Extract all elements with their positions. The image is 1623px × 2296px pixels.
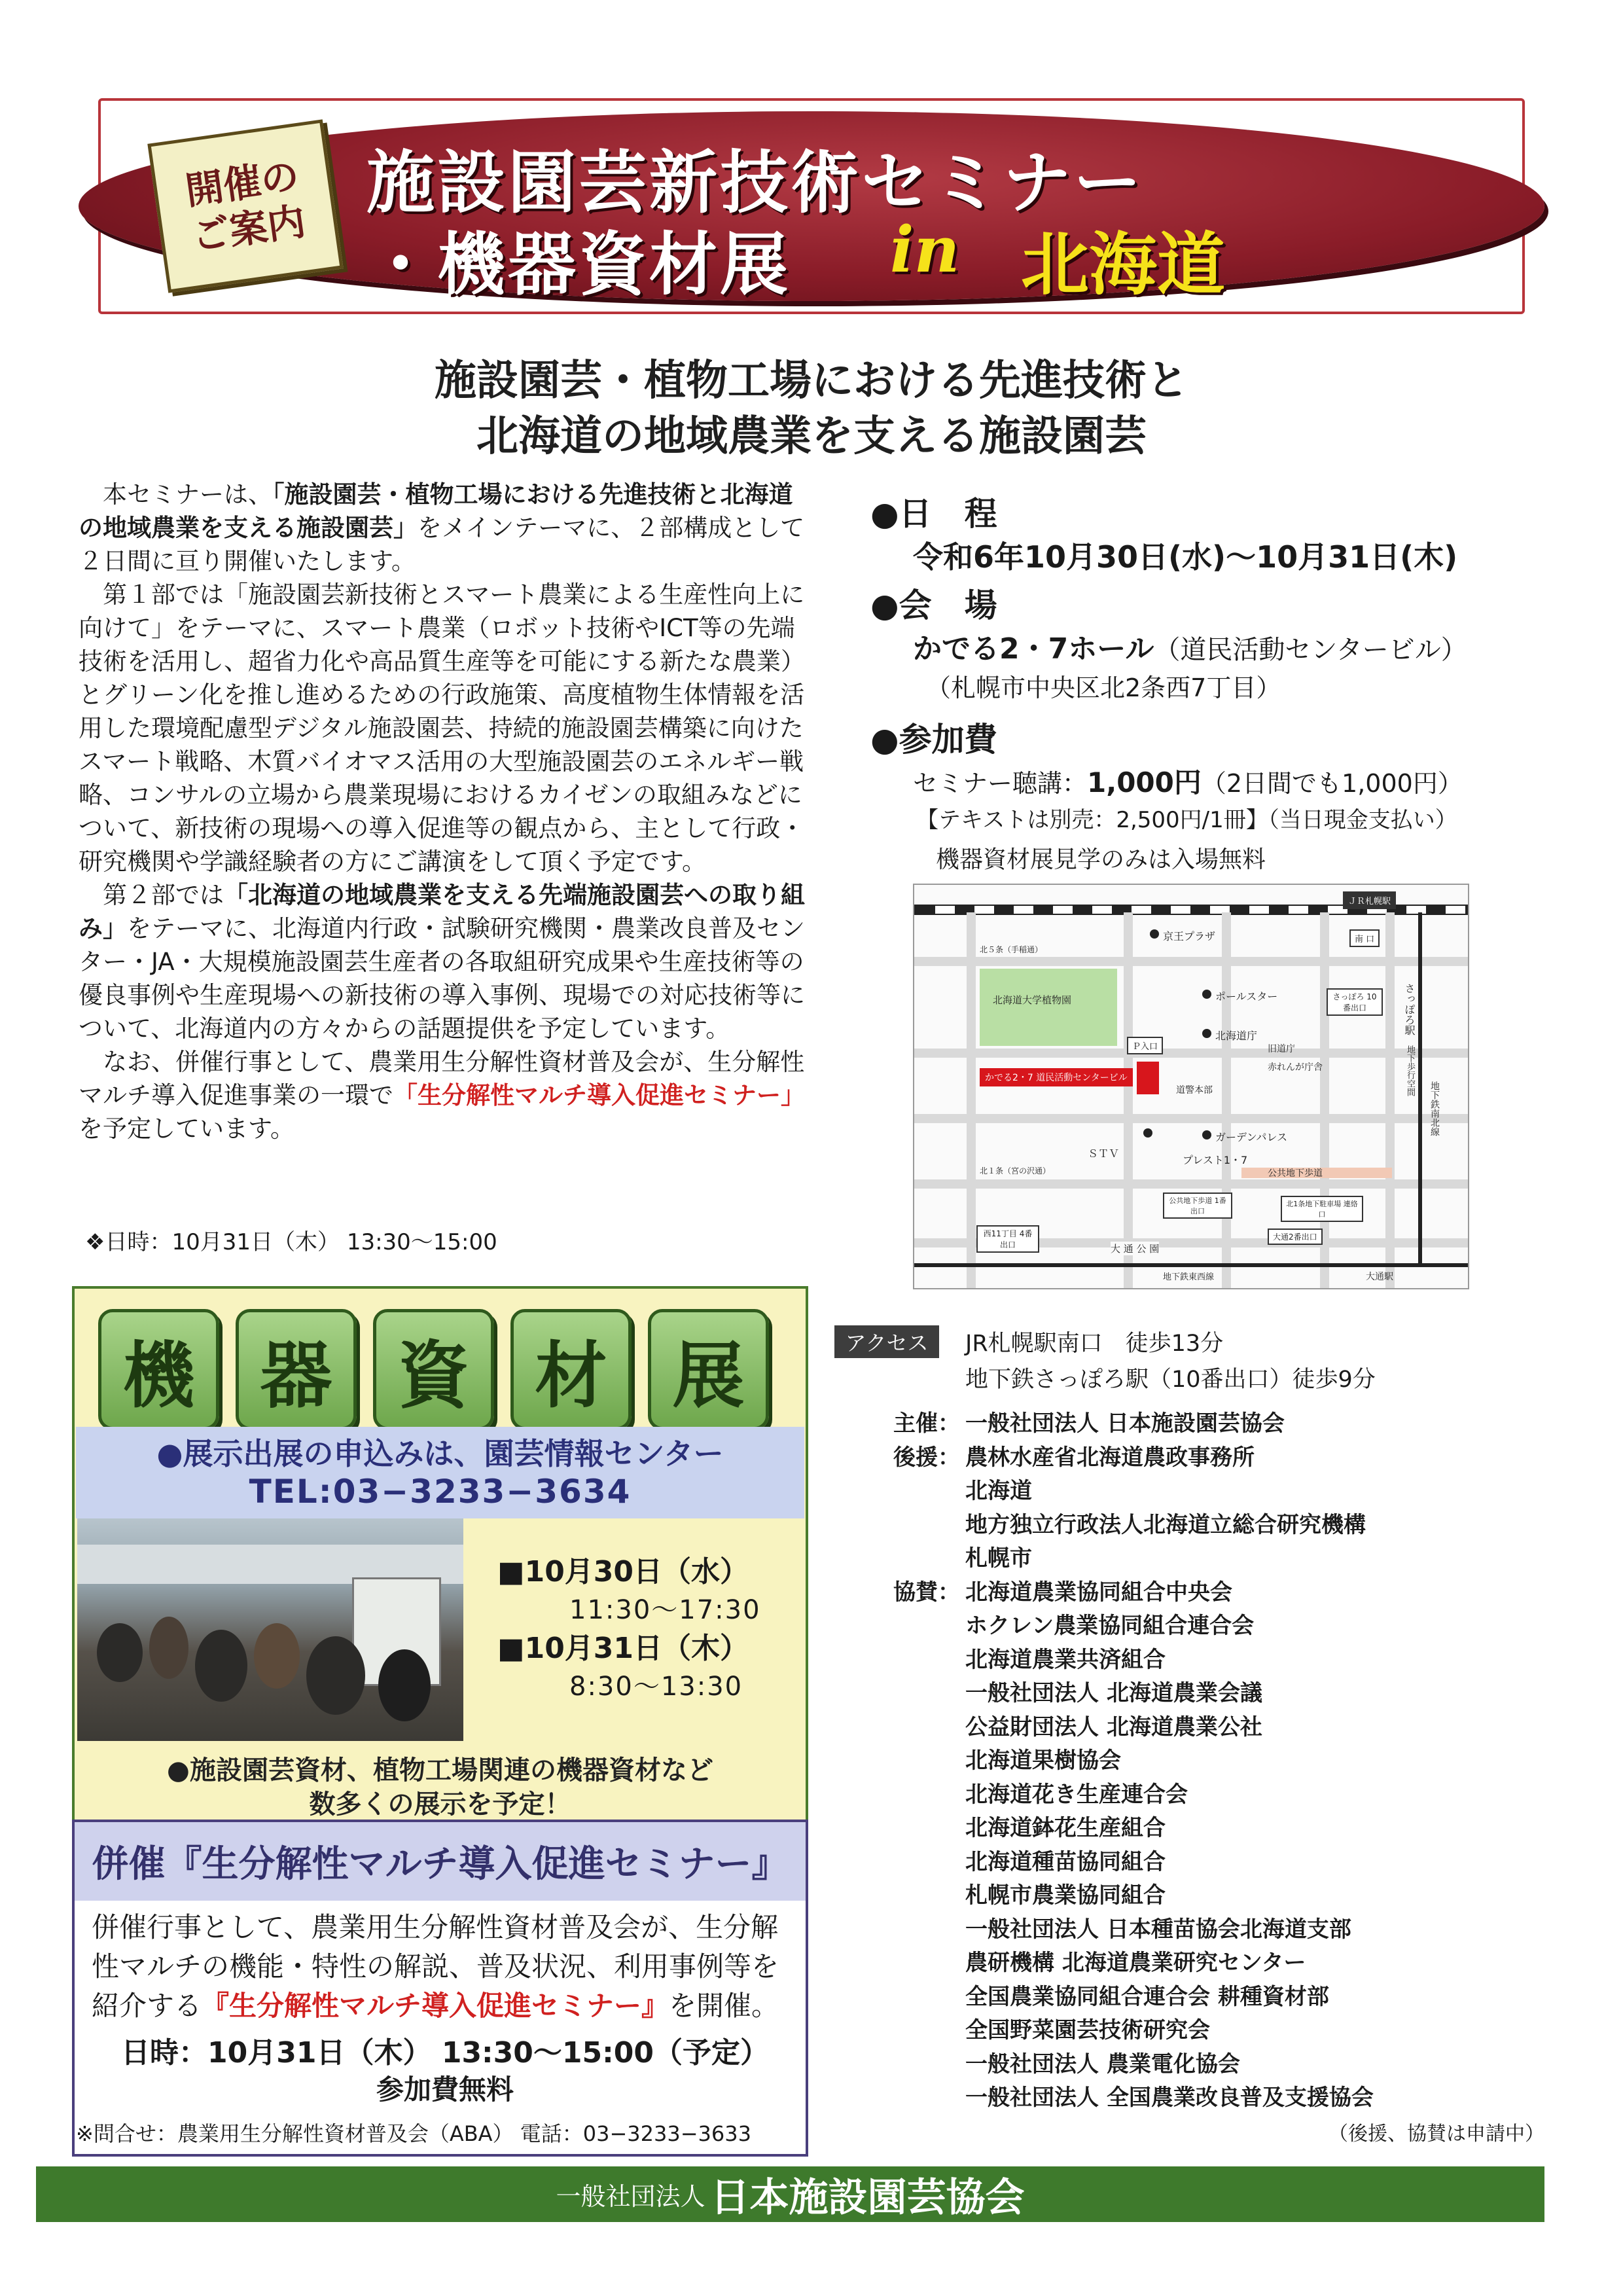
expo-day1: ■10月30日（水） (497, 1555, 749, 1588)
map-odori-st: 大通駅 (1366, 1272, 1393, 1282)
map-akarenga: 赤れんが庁舎 (1268, 1062, 1323, 1073)
map-sapporo-exit: さっぽろ 10番出口 (1327, 988, 1383, 1016)
organizer-role: 後援： (893, 1444, 960, 1471)
organizer-row (893, 1509, 1374, 1543)
map-sapporo-st: さっぽろ駅 (1403, 983, 1416, 1035)
road-v3 (1222, 912, 1231, 1289)
map-kaderu: かでる2・7 道民活動センタービル (980, 1068, 1133, 1086)
road-v1 (967, 912, 976, 1289)
venue-map (913, 884, 1469, 1289)
joint-body-b: を開催。 (669, 1990, 779, 2022)
announcement-badge (147, 119, 343, 293)
organizer-row (893, 2081, 1374, 2115)
map-exit1: 公共地下歩道 1番出口 (1163, 1193, 1232, 1219)
fee-heading: ●参加費 (870, 721, 997, 759)
intro-p2-a: 第１部では (103, 581, 224, 609)
map-kita5: 北５条（手稲通） (980, 945, 1043, 954)
organizer-name: 一般社団法人 日本施設園芸協会 (965, 1410, 1285, 1437)
map-stv: ＳＴＶ (1088, 1147, 1120, 1160)
expo-tile-5: 展 (648, 1309, 769, 1430)
organizer-name: 北海道鉢花生産組合 (965, 1815, 1166, 1841)
organizer-row (893, 1913, 1374, 1947)
organizer-role (893, 1677, 965, 1711)
intro-p4-red: 「生分解性マルチ導入促進セミナー」 (393, 1081, 805, 1109)
kaderu-building (1137, 1062, 1159, 1094)
organizer-name: 一般社団法人 日本種苗協会北海道支部 (965, 1916, 1351, 1943)
organizer-name: 農林水産省北海道農政事務所 (965, 1444, 1255, 1471)
expo-tile-1: 機 (98, 1309, 219, 1430)
fee-label: セミナー聴講： (913, 769, 1088, 798)
access-label: アクセス (834, 1325, 939, 1358)
expo-tile-2: 器 (236, 1309, 357, 1430)
organizer-role (893, 1643, 965, 1677)
subtitle-line1: 施設園芸・植物工場における先進技術と (435, 357, 1188, 405)
expo-apply-line1: ●展示出展の申込みは、園芸情報センター (156, 1436, 724, 1471)
organizer-name: 北海道花き生産連合会 (965, 1781, 1188, 1808)
organizer-role (893, 1509, 965, 1543)
map-dot-paseo (1202, 990, 1211, 999)
organizer-role (893, 1946, 965, 1981)
venue-name: かでる2・7ホール (913, 632, 1154, 666)
joint-seminar-contact: ※問合せ：農業用生分解性資材普及会（ABA） 電話：03−3233−3633 (76, 2121, 751, 2146)
organizer-row (893, 1542, 1374, 1576)
map-presto: プレスト1・7 (1183, 1154, 1248, 1166)
map-keio: 京王プラザ (1163, 930, 1216, 942)
organizer-role (893, 2081, 965, 2115)
map-chikaho: 地下歩行空間 (1405, 1045, 1415, 1096)
organizer-row (893, 1946, 1374, 1981)
map-p-entrance: Ｐ入口 (1127, 1037, 1163, 1054)
organizer-role (893, 1879, 965, 1913)
expo-note1: ●施設園芸資材、植物工場関連の機器資材など (167, 1755, 713, 1785)
intro-p1-b: をメインテーマに、２部構成として２日間に亘り開催いたします。 (79, 514, 805, 575)
schedule-heading: ●日 程 (870, 495, 997, 533)
intro-paragraph-3 (79, 878, 812, 1045)
organizer-role (893, 1846, 965, 1880)
organizer-name: 地方独立行政法人北海道立総合研究機構 (965, 1511, 1366, 1538)
expo-note2: 数多くの展示を予定！ (309, 1789, 571, 1820)
badge-line2: ご案内 (188, 198, 308, 259)
photo-person (195, 1630, 247, 1702)
map-odori-park: 大 通 公 園 (1111, 1243, 1160, 1255)
map-dot-keio (1150, 929, 1159, 939)
footer-band (36, 2166, 1544, 2222)
map-hokkaido-office: 北海道庁 (1215, 1030, 1258, 1042)
intro-p1-theme: 「施設園芸・植物工場における先進技術と北海道の地域農業を支える施設園芸」 (79, 480, 793, 542)
map-tozai: 地下鉄東西線 (1163, 1272, 1215, 1282)
badge-line1: 開催の (183, 153, 302, 214)
organizer-row (893, 1981, 1374, 2015)
organizer-row (893, 1711, 1374, 1745)
organizer-name: 北海道 (965, 1478, 1032, 1504)
joint-body-red: 『生分解性マルチ導入促進セミナー』 (202, 1990, 669, 2022)
map-dot-office (1202, 1029, 1211, 1038)
map-botanical: 北海道大学植物園 (993, 994, 1072, 1006)
map-kita1: 北１条（宮の沢通） (980, 1166, 1051, 1175)
organizer-name: 北海道果樹協会 (965, 1748, 1121, 1774)
joint-body-a: 併催行事として、農業用生分解性資材普及会が、生分解性マルチの機能・特性の解説、普及状況、利用事例等を紹介する (92, 1911, 779, 2022)
footer-org-name: 日本施設園芸協会 (710, 2174, 1025, 2221)
organizers-list (893, 1407, 1374, 2115)
organizer-name: 北海道農業共済組合 (965, 1646, 1166, 1673)
organizer-role (893, 1981, 965, 2015)
organizer-name: ホクレン農業協同組合連合会 (965, 1613, 1255, 1639)
photo-person (306, 1636, 365, 1715)
map-public-path: 公共地下歩道 (1268, 1168, 1323, 1179)
access-line2: 地下鉄さっぽろ駅（10番出口）徒歩9分 (965, 1367, 1376, 1393)
title-in: in (890, 213, 960, 287)
map-odori-exit2: 大通2番出口 (1268, 1229, 1323, 1245)
expo-tile-3: 資 (373, 1309, 494, 1430)
organizer-role (893, 1812, 965, 1846)
expo-apply-phone: TEL:03−3233−3634 (249, 1473, 632, 1511)
fee-note: （2日間でも1,000円） (1201, 769, 1463, 798)
intro-paragraph-2 (79, 578, 812, 878)
map-exit-kita1: 北1条地下駐車場 連絡口 (1281, 1196, 1363, 1222)
venue-building: （道民活動センタービル） (1154, 635, 1467, 665)
organizer-name: 農研機構 北海道農業研究センター (965, 1950, 1306, 1976)
organizer-row (893, 1643, 1374, 1677)
joint-seminar-free: 参加費無料 (376, 2073, 514, 2106)
intro-p2-b: をテーマに、スマート農業（ロボット技術やICT等の先端技術を活用し、超省力化や高品質生産等を可能にする新たな農業）とグリーン化を推し進めるための行政施策、高度植物生体情報を活用した環境配慮型デジタル施設園芸、持続的施設園芸構築に向けたスマート戦略、木質バイオマス活用の大型施設園芸のエネルギー戦略、コンサルの立場から農業現場におけるカイゼンの取組みなどについて、新技術の現場への導入促進等の観点から、主として行政・研究機関や学識経験者の方にご講演をして頂く予定です。 (79, 614, 805, 876)
fee-seminar (913, 761, 1463, 800)
photo-person (97, 1623, 143, 1682)
organizer-row (893, 1812, 1374, 1846)
venue-address: （札幌市中央区北2条西7丁目） (926, 673, 1281, 702)
organizer-name: 一般社団法人 農業電化協会 (965, 2051, 1240, 2077)
road-v2 (1124, 912, 1133, 1289)
fee-text-note: 【テキストは別売：2,500円/1冊】（当日現金支払い） (916, 807, 1457, 833)
organizer-role (893, 1778, 965, 1812)
organizer-row (893, 1576, 1374, 1610)
organizer-row (893, 2048, 1374, 2082)
organizer-name: 北海道農業協同組合中央会 (965, 1579, 1232, 1605)
map-tsuukei: 道警本部 (1176, 1085, 1213, 1096)
map-nishi11: 西11丁目 4番出口 (976, 1225, 1039, 1253)
expo-tile-4: 材 (510, 1309, 632, 1430)
organizer-row (893, 1846, 1374, 1880)
expo-day2: ■10月31日（木） (497, 1632, 749, 1665)
organizer-role (893, 1913, 965, 1947)
organizer-name: 全国野菜園芸技術研究会 (965, 2017, 1210, 2043)
joint-seminar-body (92, 1908, 798, 2026)
intro-p2-theme: 「施設園芸新技術とスマート農業による生産性向上に向けて」 (79, 581, 805, 642)
organizer-name: 北海道種苗協同組合 (965, 1848, 1166, 1875)
organizer-name: 全国農業協同組合連合会 耕種資材部 (965, 1983, 1329, 2010)
map-jr-station: ＪＲ札幌駅 (1343, 891, 1396, 909)
map-nanboku: 地下鉄南北線 (1429, 1081, 1440, 1136)
organizer-role: 主催： (893, 1410, 960, 1437)
organizer-row (893, 1475, 1374, 1509)
intro-text (79, 478, 812, 1145)
organizer-row (893, 1778, 1374, 1812)
subway-tozai (914, 1263, 1469, 1267)
intro-p3-theme: 「北海道の地域農業を支える先端施設園芸への取り組み」 (79, 881, 805, 942)
title-region: 北海道 (1021, 224, 1226, 304)
organizer-name: 公益財団法人 北海道農業公社 (965, 1713, 1262, 1740)
map-south-exit: 南 口 (1349, 929, 1380, 947)
map-garden: ガーデンパレス (1215, 1131, 1288, 1143)
organizer-name: 札幌市 (965, 1545, 1032, 1571)
organizer-role (893, 2014, 965, 2048)
intro-date-note: ❖日時：10月31日（木） 13:30〜15:00 (85, 1229, 497, 1255)
venue-value (913, 625, 1467, 667)
organizer-role (893, 2048, 965, 2082)
title-line1: 施設園芸新技術セミナー (366, 143, 1145, 223)
map-old-office: 旧道庁 (1268, 1044, 1295, 1054)
organizer-role (893, 1542, 965, 1576)
organizer-role (893, 1744, 965, 1778)
organizer-role (893, 1711, 965, 1745)
map-dot-stv (1143, 1128, 1152, 1138)
joint-seminar-date: 日時：10月31日（木） 13:30〜15:00（予定） (121, 2036, 769, 2070)
venue-heading: ●会 場 (870, 586, 997, 624)
title-line2: ・機器資材展 (366, 224, 791, 304)
organizer-name: 一般社団法人 北海道農業会議 (965, 1680, 1262, 1706)
subtitle-line2: 北海道の地域農業を支える施設園芸 (476, 412, 1147, 461)
access-line1: JR札幌駅南口 徒歩13分 (965, 1331, 1224, 1357)
organizer-row (893, 1677, 1374, 1711)
expo-photo (77, 1518, 463, 1741)
organizers-note: （後援、協賛は申請中） (1329, 2123, 1544, 2145)
organizer-role (893, 1475, 965, 1509)
road-v5 (1385, 912, 1395, 1289)
fee-expo-note: 機器資材展見学のみは入場無料 (936, 846, 1266, 873)
intro-p1-a: 本セミナーは、 (103, 480, 272, 509)
footer-prefix: 一般社団法人 (556, 2182, 705, 2211)
map-dot-garden (1202, 1130, 1211, 1139)
organizer-row (893, 2014, 1374, 2048)
organizer-row (893, 1879, 1374, 1913)
expo-time1: 11:30〜17:30 (569, 1595, 761, 1625)
photo-person (378, 1649, 431, 1721)
schedule-value: 令和6年10月30日(水)〜10月31日(木) (913, 539, 1458, 575)
intro-p3-a: 第２部では (103, 881, 224, 909)
organizer-row (893, 1441, 1374, 1475)
intro-paragraph-1 (79, 478, 812, 578)
organizer-row (893, 1609, 1374, 1643)
photo-person (149, 1617, 188, 1679)
subway-nanboku (1418, 912, 1422, 1266)
expo-time2: 8:30〜13:30 (569, 1672, 743, 1702)
map-paseo: ポールスター (1215, 990, 1278, 1003)
organizer-name: 一般社団法人 全国農業改良普及支援協会 (965, 2085, 1374, 2111)
intro-p4-b: を予定しています。 (79, 1115, 295, 1143)
organizer-role (893, 1609, 965, 1643)
organizer-role: 協賛： (893, 1579, 960, 1605)
organizer-name: 札幌市農業協同組合 (965, 1882, 1166, 1909)
photo-person (254, 1623, 300, 1689)
fee-amount: 1,000円 (1087, 766, 1202, 798)
organizer-row (893, 1407, 1374, 1441)
organizer-row (893, 1744, 1374, 1778)
botanical-garden (980, 969, 1117, 1046)
intro-paragraph-4 (79, 1045, 812, 1145)
intro-p3-b: をテーマに、北海道内行政・試験研究機関・農業改良普及センター・JA・大規模施設園芸生産者の各取組研究成果や生産技術等の優良事例や生産現場への新技術の導入事例、現場での対応技術等について、北海道内の方々からの話題提供を予定しています。 (79, 914, 805, 1043)
intro-p4-a: なお、併催行事として、農業用生分解性資材普及会が、生分解性マルチ導入促進事業の一環で (79, 1048, 805, 1109)
joint-seminar-heading: 併催『生分解性マルチ導入促進セミナー』 (75, 1822, 806, 1901)
